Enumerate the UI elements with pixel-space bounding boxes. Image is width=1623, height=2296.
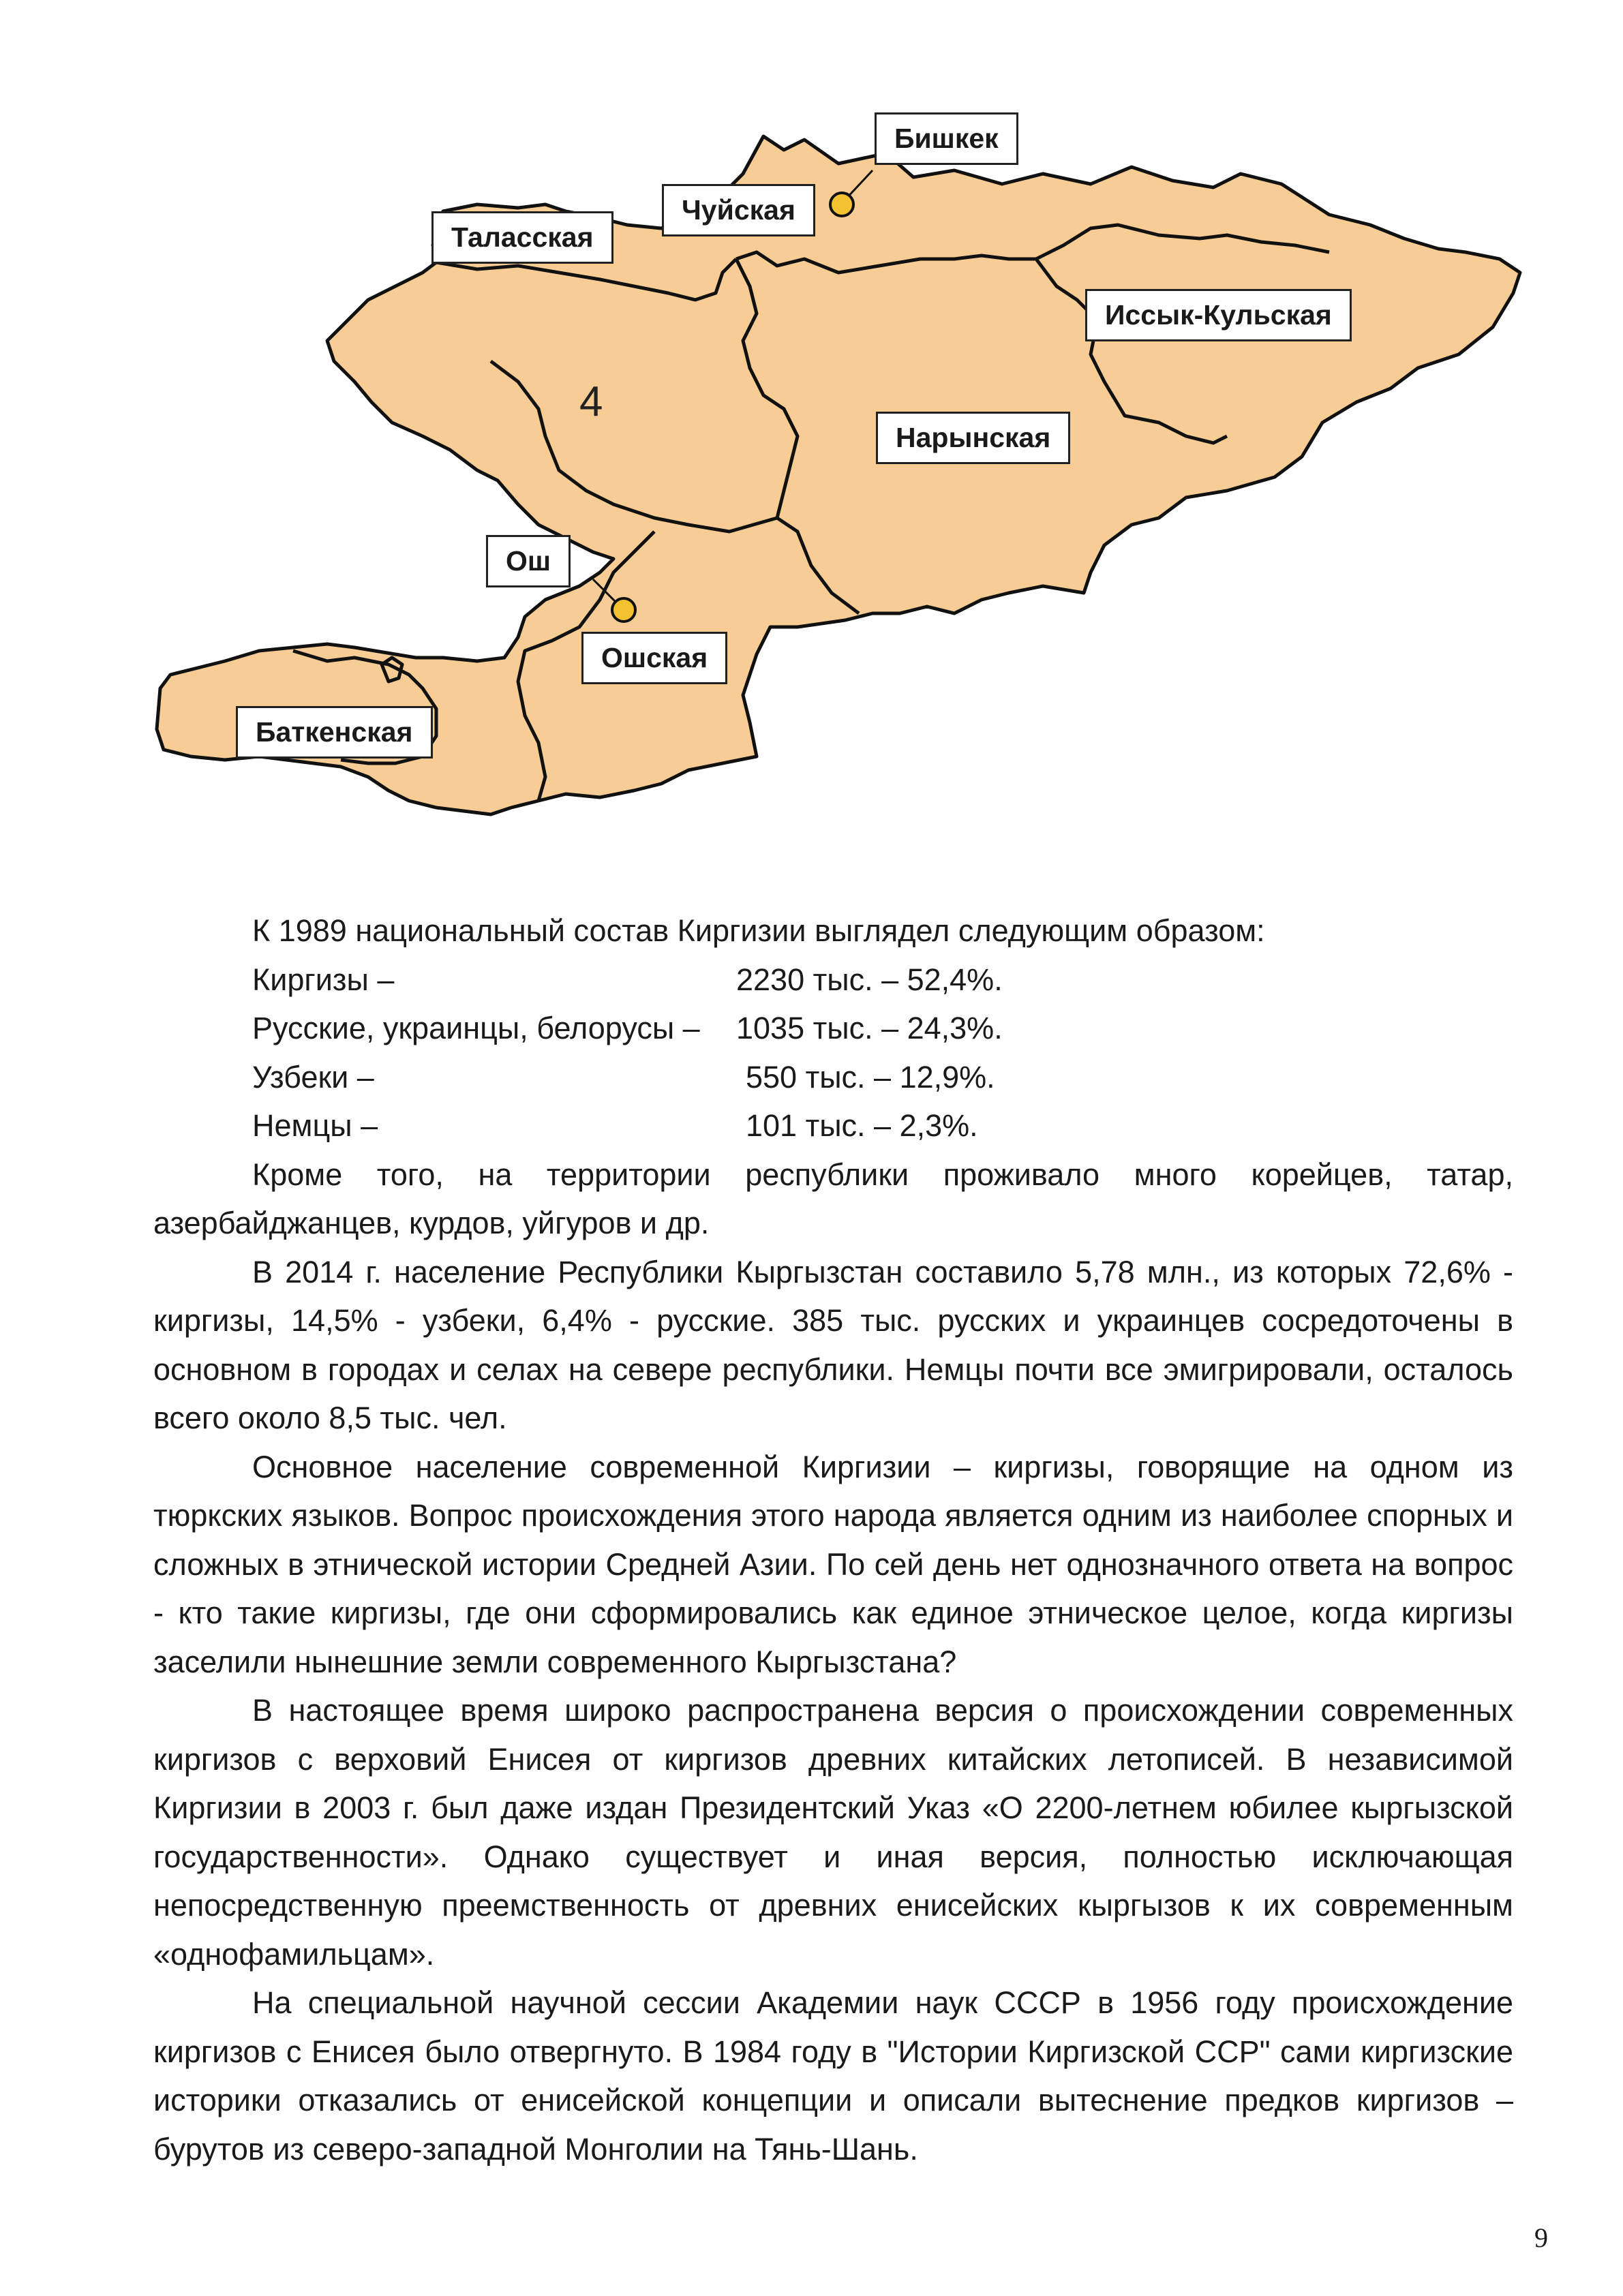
label-chuy: Чуйская	[662, 184, 815, 236]
label-batken: Баткенская	[236, 706, 433, 759]
intro-line: К 1989 национальный состав Киргизии выглядел следующим образом:	[252, 913, 1265, 948]
paragraph: В 2014 г. население Республики Кыргызстан составило 5,78 млн., из которых 72,6% - киргизы, 14,5% - узбеки, 6,4% - русские. 385 тыс. русских и украинцев сосредоточены в основном в городах и селах на севере республики. Немцы почти все эмигрировали, осталось всего около 8,5 тыс. чел.	[153, 1254, 1513, 1435]
paragraph: На специальной научной сессии Академии наук СССР в 1956 году происхождение киргизов с Енисея было отвергнуто. В 1984 году в "Истории Киргизской ССР" сами киргизские историки отказались от енисейской концепции и описали вытеснение предков киргизов – бурутов из северо-западной Монголии на Тянь-Шань.	[153, 1985, 1513, 2167]
composition-name: Русские, украинцы, белорусы –	[252, 1011, 700, 1045]
bishkek-city-marker	[830, 193, 853, 216]
composition-row	[153, 955, 1513, 1005]
paragraph: Кроме того, на территории республики проживало много корейцев, татар, азербайджанцев, курдов, уйгуров и др.	[153, 1157, 1513, 1240]
osh-city-marker	[612, 598, 635, 622]
composition-row	[153, 1004, 1513, 1053]
label-bishkek: Бишкек	[875, 112, 1018, 165]
composition-value: 2230 тыс. – 52,4%.	[736, 962, 1003, 997]
label-osh-region: Ошская	[581, 632, 727, 684]
composition-value: 101 тыс. – 2,3%.	[746, 1108, 978, 1143]
composition-value: 1035 тыс. – 24,3%.	[736, 1011, 1003, 1045]
composition-name: Киргизы –	[252, 962, 395, 997]
body-text	[153, 906, 1513, 2173]
paragraph: В настоящее время широко распространена версия о происхождении современных киргизов с верховий Енисея от киргизов древних китайских летописей. В независимой Киргизии в 2003 г. был даже издан Президентский Указ «О 2200-летнем юбилее кыргызской государственности». Однако существует и иная версия, полностью исключающая непосредственную преемственность от древних енисейских кыргызов к их современным «однофамильцам».	[153, 1693, 1513, 1972]
paragraph: Основное население современной Киргизии – киргизы, говорящие на одном из тюркских языков. Вопрос происхождения этого народа является одним из наиболее спорных и сложных в этнической истории Средней Азии. По сей день нет однозначного ответа на вопрос - кто такие киргизы, где они сформировались как единое этническое целое, когда киргизы заселили нынешние земли современного Кыргызстана?	[153, 1449, 1513, 1679]
composition-name: Немцы –	[252, 1108, 378, 1143]
label-osh-city: Ош	[486, 535, 571, 587]
label-talas: Таласская	[431, 211, 613, 264]
composition-name: Узбеки –	[252, 1059, 374, 1095]
region-number: 4	[579, 378, 603, 425]
composition-row	[153, 1101, 1513, 1150]
page-number: 9	[1534, 2222, 1548, 2253]
composition-value: 550 тыс. – 12,9%.	[746, 1059, 995, 1095]
label-naryn: Нарынская	[876, 412, 1070, 464]
composition-row	[153, 1053, 1513, 1102]
label-issyk-kul: Иссык-Кульская	[1085, 289, 1352, 341]
